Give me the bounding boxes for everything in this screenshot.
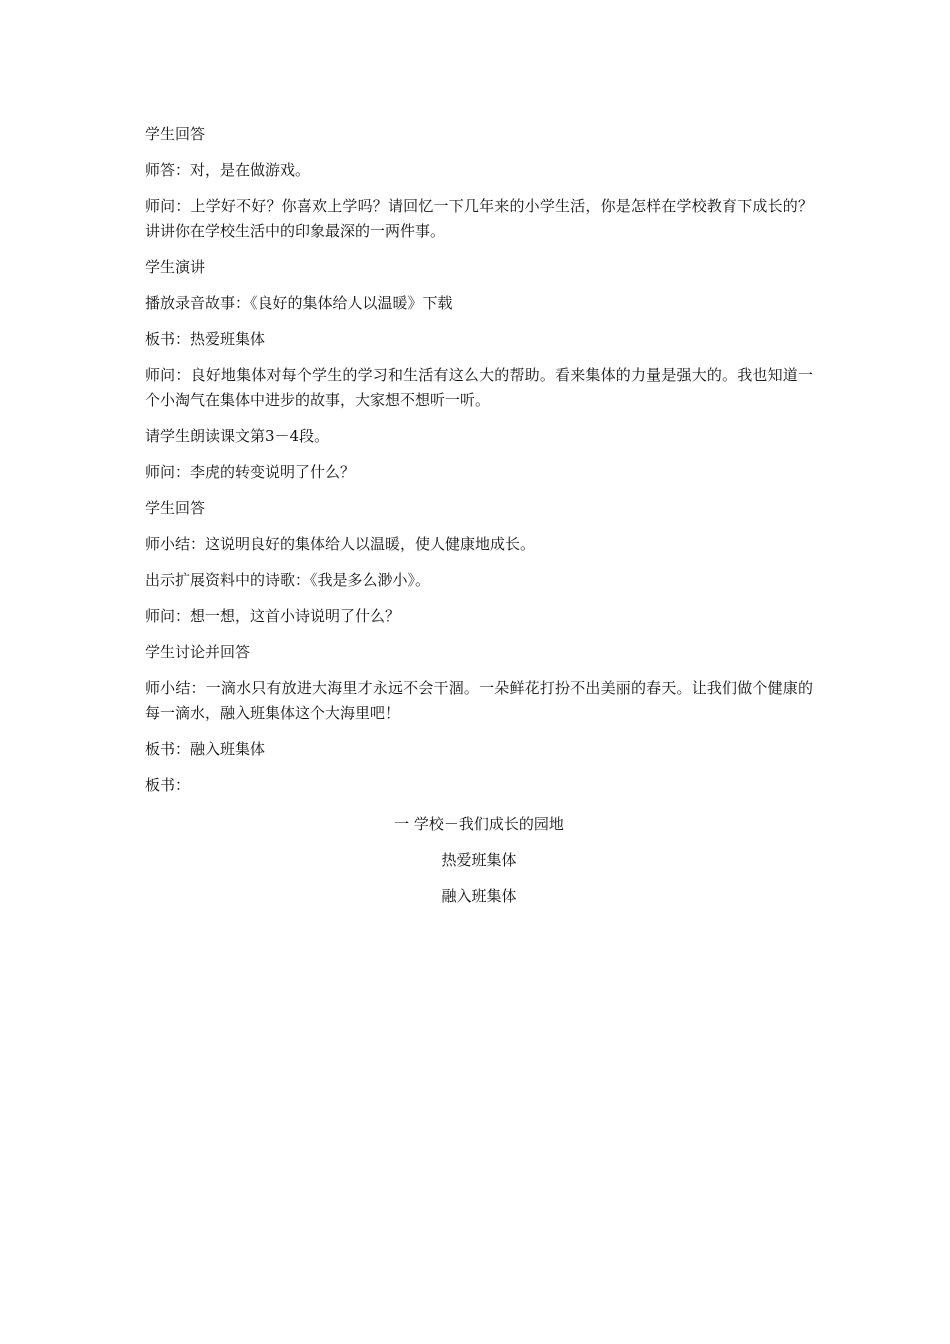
document-body <box>145 122 813 920</box>
blackboard-title: 一 学校－我们成长的园地 <box>394 815 564 833</box>
paragraph: 师问：良好地集体对每个学生的学习和生活有这么大的帮助。看来集体的力量是强大的。我也知道一个小淘气在集体中进步的故事，大家想不想听一听。 <box>145 366 813 409</box>
paragraph: 播放录音故事：《良好的集体给人以温暖》下载 <box>145 294 453 312</box>
blackboard-point: 融入班集体 <box>441 887 517 905</box>
paragraph: 师问：上学好不好？你喜欢上学吗？请回忆一下几年来的小学生活，你是怎样在学校教育下成长的？讲讲你在学校生活中的印象最深的一两件事。 <box>145 197 813 240</box>
blackboard-outline <box>145 812 813 909</box>
paragraph: 师问：李虎的转变说明了什么？ <box>145 463 356 481</box>
paragraph: 学生回答 <box>145 125 206 143</box>
paragraph: 师问：想一想，这首小诗说明了什么？ <box>145 607 401 625</box>
paragraph: 师小结：这说明良好的集体给人以温暖，使人健康地成长。 <box>145 535 536 553</box>
paragraph: 请学生朗读课文第3－4段。 <box>145 427 330 445</box>
paragraph: 出示扩展资料中的诗歌：《我是多么渺小》。 <box>145 571 431 589</box>
paragraph: 学生演讲 <box>145 258 206 276</box>
blackboard-point: 热爱班集体 <box>441 851 517 869</box>
paragraph: 学生讨论并回答 <box>145 643 251 661</box>
paragraph: 板书： <box>145 776 191 794</box>
paragraph: 师答：对，是在做游戏。 <box>145 161 311 179</box>
paragraph: 师小结：一滴水只有放进大海里才永远不会干涸。一朵鲜花打扮不出美丽的春天。让我们做个健康的每一滴水，融入班集体这个大海里吧！ <box>145 679 813 722</box>
paragraph: 板书：融入班集体 <box>145 740 266 758</box>
paragraph: 学生回答 <box>145 499 206 517</box>
paragraph: 板书：热爱班集体 <box>145 330 266 348</box>
